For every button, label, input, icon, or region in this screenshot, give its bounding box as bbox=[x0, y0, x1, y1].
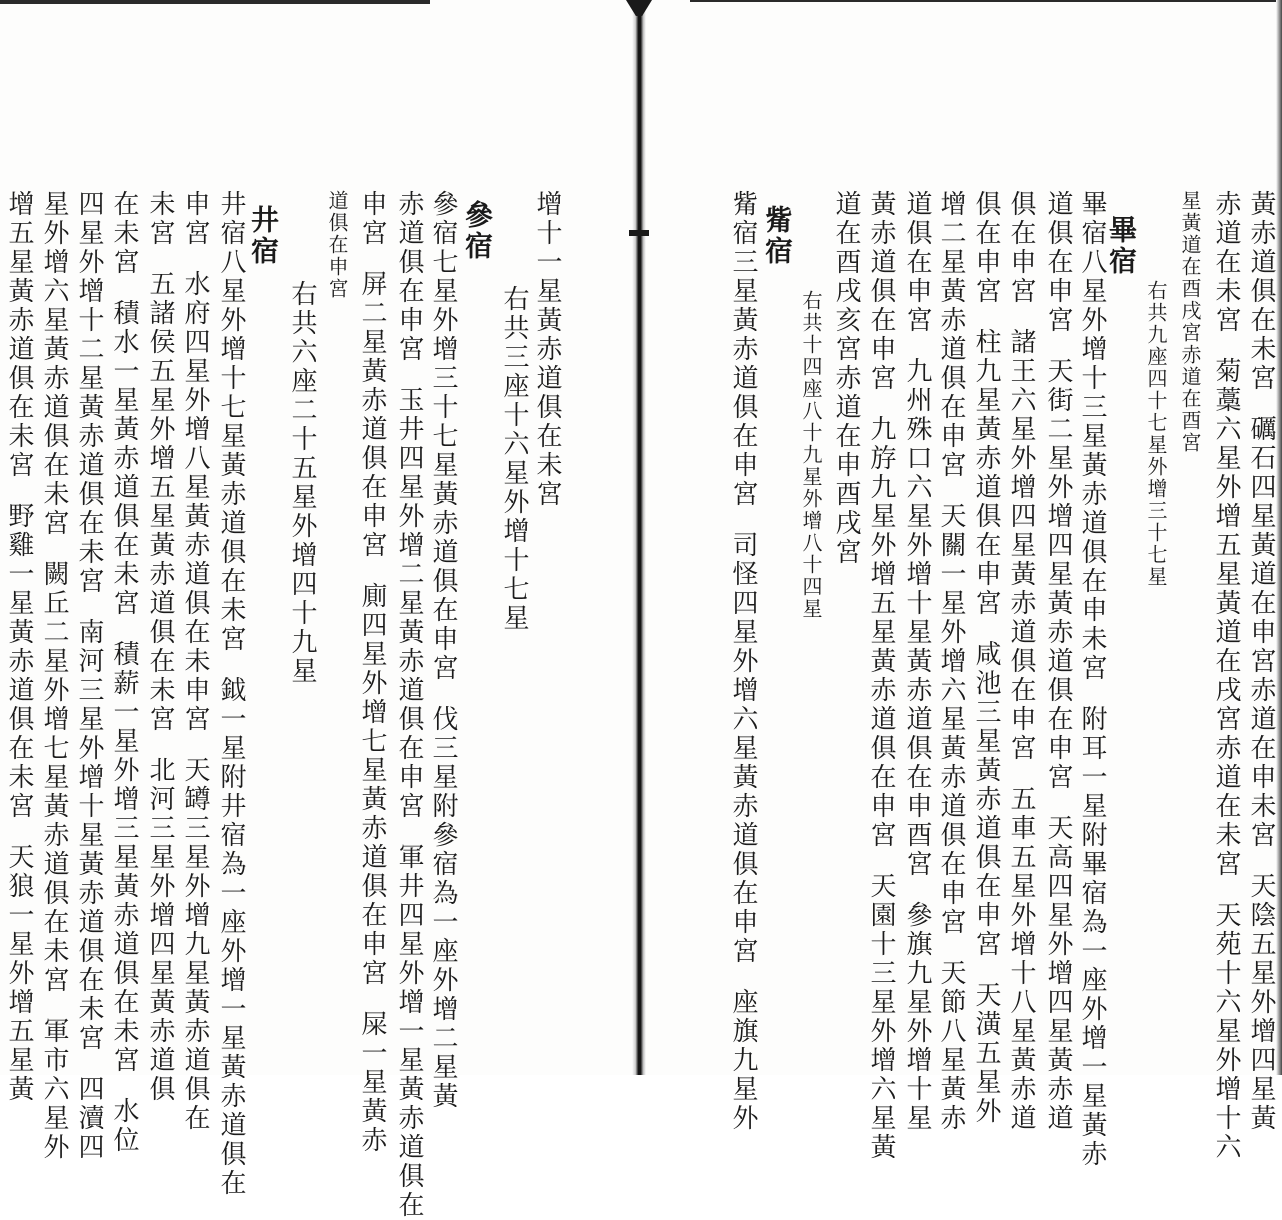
right-page-column bbox=[969, 190, 1003, 1126]
right-page-column bbox=[1139, 280, 1173, 588]
text-segment: 參宿七星外增三十七星黃赤道俱在申宮 bbox=[428, 190, 458, 683]
text-segment: 畢宿八星外增十三星黃赤道俱在申未宮 bbox=[1077, 190, 1107, 683]
text-segment: 井宿八星外增十七星黃赤道俱在未宮 bbox=[216, 190, 246, 654]
text-segment: 北河三星外增四星黃赤道俱 bbox=[145, 756, 175, 1104]
text-segment: 赤道在未宮 bbox=[1211, 190, 1241, 335]
text-segment: 軍市六星外 bbox=[39, 1017, 69, 1162]
left-page-column bbox=[37, 190, 71, 1162]
text-segment: 增十一星黃赤道俱在未宮 bbox=[532, 190, 562, 509]
text-segment: 天潢五星外 bbox=[971, 981, 1001, 1126]
text-segment: 屎一星黃赤 bbox=[357, 1010, 387, 1155]
right-page-column bbox=[794, 290, 828, 620]
text-segment: 俱在申宮 bbox=[1006, 190, 1036, 306]
text-segment: 九斿九星外增五星黃赤道俱在申宮 bbox=[866, 415, 896, 850]
right-page-column bbox=[1075, 190, 1109, 1169]
text-segment: 天節八星黃赤 bbox=[936, 959, 966, 1133]
left-page-column bbox=[460, 200, 494, 262]
text-segment: 黃赤道俱在未宮 bbox=[1246, 190, 1276, 393]
text-segment: 五諸侯五星外增五星黃赤道俱在未宮 bbox=[145, 270, 175, 734]
text-segment: 參旗九星外增十星 bbox=[902, 901, 932, 1133]
left-page-column bbox=[285, 280, 319, 686]
text-segment: 參宿 bbox=[461, 200, 494, 262]
text-segment: 軍井四星外增一星黃赤道俱在 bbox=[394, 843, 424, 1220]
right-page-column bbox=[864, 190, 898, 1162]
right-page-column bbox=[829, 190, 863, 567]
text-segment: 積薪一星外增三星黃赤道俱在未宮 bbox=[109, 640, 139, 1075]
text-segment: 赤道俱在申宮 bbox=[394, 190, 424, 364]
text-segment: 座旗九星外 bbox=[728, 988, 758, 1133]
text-segment: 水位 bbox=[109, 1097, 139, 1155]
text-segment: 菊藁六星外增五星黃道在戌宮赤道在未宮 bbox=[1211, 357, 1241, 879]
spine-notch bbox=[629, 230, 649, 236]
text-segment: 道俱在申宮 bbox=[1043, 190, 1073, 335]
text-segment: 天陰五星外增四星黃 bbox=[1246, 872, 1276, 1133]
left-page-column bbox=[107, 190, 141, 1155]
text-segment: 天苑十六星外增十六 bbox=[1211, 901, 1241, 1162]
text-segment: 咸池三星黃赤道俱在申宮 bbox=[971, 640, 1001, 959]
text-segment: 南河三星外增十星黃赤道俱在未宮 bbox=[74, 618, 104, 1053]
text-segment: 四星外增十二星黃赤道俱在未宮 bbox=[74, 190, 104, 596]
text-segment: 道俱在申宮 bbox=[902, 190, 932, 335]
text-segment: 星黃道在酉戌宮赤道在酉宮 bbox=[1178, 190, 1202, 454]
text-segment: 天園十三星外增六星黃 bbox=[866, 872, 896, 1162]
text-segment: 黃赤道俱在申宮 bbox=[866, 190, 896, 393]
right-page bbox=[646, 0, 1276, 1169]
text-segment: 畢宿 bbox=[1105, 215, 1138, 277]
text-segment: 觜宿 bbox=[761, 205, 794, 267]
right-page-column bbox=[900, 190, 934, 1133]
text-segment: 道俱在申宮 bbox=[325, 190, 349, 300]
left-page-column bbox=[214, 190, 248, 1198]
left-page-column bbox=[497, 285, 531, 633]
text-segment: 屏二星黃赤道俱在申宮 bbox=[357, 270, 387, 560]
left-page-column bbox=[2, 190, 36, 1104]
text-segment: 天關一星外增六星黃赤道俱在申宮 bbox=[936, 502, 966, 937]
text-segment: 廁四星外增七星黃赤道俱在申宮 bbox=[357, 582, 387, 988]
text-segment: 星外增六星黃赤道俱在未宮 bbox=[39, 190, 69, 538]
left-page-column bbox=[320, 190, 354, 300]
text-segment: 闕丘二星外增七星黃赤道俱在未宮 bbox=[39, 560, 69, 995]
text-segment: 天高四星外增四星黃赤道 bbox=[1043, 814, 1073, 1133]
text-segment: 右共三座十六星外增十七星 bbox=[499, 285, 529, 633]
text-segment: 道在酉戌亥宮赤道在申酉戌宮 bbox=[831, 190, 861, 567]
text-segment: 在未宮 bbox=[109, 190, 139, 277]
text-segment: 增二星黃赤道俱在申宮 bbox=[936, 190, 966, 480]
right-page-column bbox=[1104, 215, 1138, 277]
left-page-column bbox=[178, 190, 212, 1133]
text-segment: 五車五星外增十八星黃赤道 bbox=[1006, 785, 1036, 1133]
right-page-column bbox=[1173, 190, 1207, 454]
right-page-column bbox=[1004, 190, 1038, 1133]
left-page-column bbox=[143, 190, 177, 1104]
text-segment: 司怪四星外增六星黃赤道俱在申宮 bbox=[728, 531, 758, 966]
text-segment: 井宿 bbox=[247, 205, 280, 267]
text-segment: 伐三星附參宿為一座外增二星黃 bbox=[428, 705, 458, 1111]
text-segment: 天街二星外增四星黃赤道俱在申宮 bbox=[1043, 357, 1073, 792]
right-page-column bbox=[1209, 190, 1243, 1162]
right-page-column bbox=[726, 190, 760, 1133]
right-page-column bbox=[760, 205, 794, 267]
text-segment: 觜宿三星黃赤道俱在申宮 bbox=[728, 190, 758, 509]
text-segment: 玉井四星外增二星黃赤道俱在申宮 bbox=[394, 386, 424, 821]
text-segment: 九州殊口六星外增十星黃赤道俱在申酉宮 bbox=[902, 357, 932, 879]
left-page bbox=[0, 0, 632, 1220]
right-page-column bbox=[934, 190, 968, 1133]
text-segment: 右共九座四十七星外增三十七星 bbox=[1144, 280, 1168, 588]
text-segment: 諸王六星外增四星黃赤道俱在申宮 bbox=[1006, 328, 1036, 763]
left-page-column bbox=[392, 190, 426, 1220]
text-segment: 天狼一星外增五星黃 bbox=[4, 843, 34, 1104]
text-segment: 俱在申宮 bbox=[971, 190, 1001, 306]
text-segment: 水府四星外增八星黃赤道俱在未申宮 bbox=[180, 270, 210, 734]
text-segment: 右共十四座八十九星外增八十四星 bbox=[799, 290, 823, 620]
text-segment: 增五星黃赤道俱在未宮 bbox=[4, 190, 34, 480]
text-segment: 鉞一星附井宿為一座外增一星黃赤道俱在 bbox=[216, 676, 246, 1198]
text-segment: 積水一星黃赤道俱在未宮 bbox=[109, 299, 139, 618]
text-segment: 申宮 bbox=[357, 190, 387, 248]
book-spine bbox=[632, 0, 646, 1075]
text-segment: 四瀆四 bbox=[74, 1075, 104, 1162]
right-page-column bbox=[1041, 190, 1075, 1133]
left-page-column bbox=[530, 190, 564, 509]
text-segment: 野雞一星黃赤道俱在未宮 bbox=[4, 502, 34, 821]
left-page-column bbox=[355, 190, 389, 1155]
text-segment: 天罇三星外增九星黃赤道俱在 bbox=[180, 756, 210, 1133]
text-segment: 右共六座二十五星外增四十九星 bbox=[287, 280, 317, 686]
text-segment: 申宮 bbox=[180, 190, 210, 248]
text-segment: 附耳一星附畢宿為一座外增一星黃赤 bbox=[1077, 705, 1107, 1169]
text-segment: 柱九星黃赤道俱在申宮 bbox=[971, 328, 1001, 618]
text-segment: 礪石四星黃道在申宮赤道在申未宮 bbox=[1246, 415, 1276, 850]
left-page-column bbox=[246, 205, 280, 267]
left-page-column bbox=[426, 190, 460, 1111]
right-page-column bbox=[1244, 190, 1278, 1133]
text-segment: 未宮 bbox=[145, 190, 175, 248]
page-edge-shadow bbox=[1276, 0, 1282, 1075]
left-page-column bbox=[72, 190, 106, 1162]
